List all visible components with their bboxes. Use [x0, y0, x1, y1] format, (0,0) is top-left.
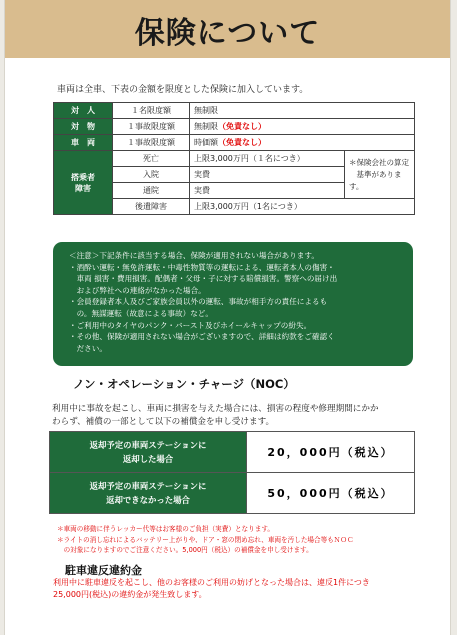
caution-line: ・酒酔い運転・無免許運転・中毒性物質等の運転による、運転者本人の傷害・ — [69, 262, 335, 272]
noc-condition: 返却予定の車両ステーションに 返却できなかった場合 — [50, 473, 247, 514]
caution-line: ＜注意＞下記条件に該当する場合、保険が適用されない場合があります。 — [69, 251, 319, 260]
parking-description: 利用中に駐車違反を起こし、他のお客様のご利用の妨げとなった場合は、違反1件につき 25,000円(税込)の違約金が発生致します。 — [53, 578, 370, 599]
row-header: 対 物 — [54, 119, 113, 135]
injury-type: 入院 — [113, 167, 190, 183]
caution-line: ・その他、保険が適用されない場合がございますので、詳細は約款をご確認く — [69, 332, 335, 342]
page-title: 保険について — [134, 16, 321, 51]
injury-type: 後遺障害 — [113, 199, 190, 215]
noc-description: 利用中に事故を起こし、車両に損害を与えた場合には、損害の程度や修理期間にかか わらず、補償の一部として以下の補償金を申し受けます。 — [52, 404, 379, 427]
deductible-note: （免責なし） — [218, 122, 266, 131]
injury-value: 上限3,000万円（1名につき） — [190, 199, 415, 215]
deductible-note: （免責なし） — [218, 138, 266, 147]
table-row — [54, 103, 415, 119]
header-banner — [5, 0, 450, 58]
table-row — [54, 135, 415, 151]
footnote: ＊ライトの消し忘れによるバッテリー上がりや、ドア・窓の閉め忘れ、車両を汚した場合等もＮＯＣ — [57, 536, 354, 544]
injury-header: 搭乗者 障害 — [54, 151, 113, 215]
table-row — [50, 473, 415, 514]
parking-title: 駐車違反違約金 — [65, 564, 142, 577]
footnote: ＊車両の移動に伴うレッカー代等はお客様のご負担（実費）となります。 — [57, 525, 274, 533]
caution-line: の。無謀運転（故意による事故）など。 — [69, 308, 213, 318]
limit-type: １事故限度額 — [113, 119, 190, 135]
intro-text: 車両は全車、下表の金額を限度とした保険に加入しています。 — [57, 85, 309, 95]
noc-title: ノン・オペレーション・チャージ（NOC） — [73, 377, 295, 391]
noc-amount: 50，000円（税込） — [247, 473, 415, 514]
injury-value: 上限3,000万円（１名につき） — [190, 151, 345, 167]
caution-box — [53, 242, 413, 366]
footnote: の対象になりますのでご注意ください。5,000円（税込）の補償金を申し受けます。 — [57, 546, 313, 554]
limit-value: 無制限（免責なし） — [190, 119, 415, 135]
coverage-table — [53, 102, 415, 215]
caution-line: ・ご利用中のタイヤのパンク・バースト及びホイールキャップの紛失。 — [69, 320, 312, 330]
injury-type: 死亡 — [113, 151, 190, 167]
caution-line: ・会員登録者本人及びご家族会員以外の運転、事故が相手方の責任によるも — [69, 297, 328, 307]
insurer-note: ＊保険会社の算定 基準があります。 — [345, 151, 415, 199]
injury-type: 通院 — [113, 183, 190, 199]
row-header: 車 両 — [54, 135, 113, 151]
caution-line: 車両 損害・費用損害。配偶者・父母・子に対する賠償損害。警察への届け出 — [69, 274, 338, 284]
limit-value: 時価額（免責なし） — [190, 135, 415, 151]
noc-amount: 20，000円（税込） — [247, 432, 415, 473]
noc-condition: 返却予定の車両ステーションに 返却した場合 — [50, 432, 247, 473]
limit-value: 無制限 — [190, 103, 415, 119]
injury-value: 実費 — [190, 183, 345, 199]
injury-value: 実費 — [190, 167, 345, 183]
limit-type: １事故限度額 — [113, 135, 190, 151]
noc-table — [49, 431, 415, 514]
caution-line: および弊社への連絡がなかった場合。 — [69, 285, 206, 295]
table-row — [50, 432, 415, 473]
row-header: 対 人 — [54, 103, 113, 119]
caution-line: ださい。 — [69, 343, 107, 353]
table-row — [54, 119, 415, 135]
limit-type: １名限度額 — [113, 103, 190, 119]
page — [4, 0, 451, 635]
table-row — [54, 151, 415, 167]
